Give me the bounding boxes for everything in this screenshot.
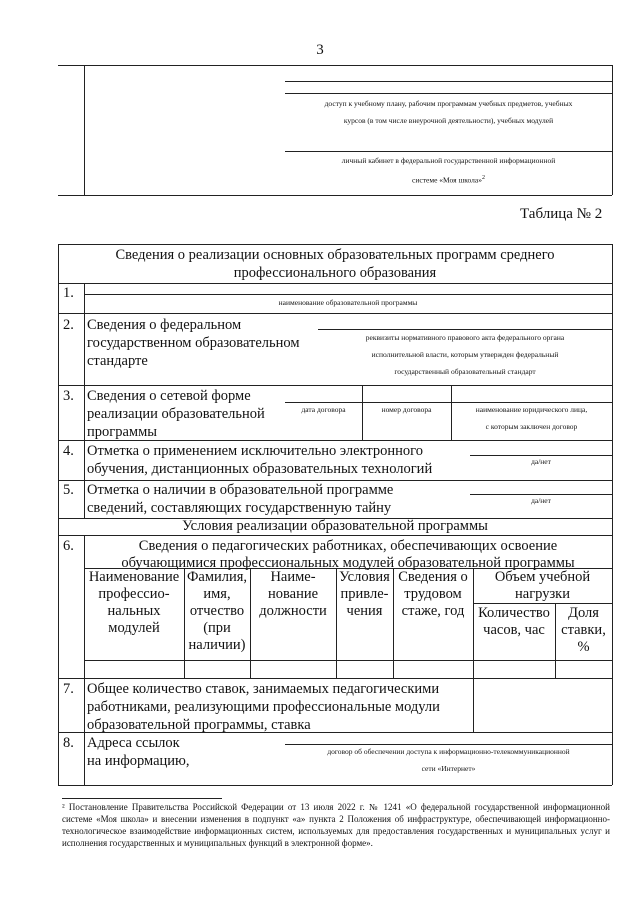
col-header-text: часов, час [483,622,545,638]
col-conditions [336,569,393,620]
row-label: стандарте [87,353,148,369]
col-header-text: трудовом [404,586,462,602]
col-header-text: нальных [107,603,161,619]
col-header-text: ставки, [561,622,606,638]
col-header-text: чения [346,603,383,619]
entity-caption: с которым заключен договор [485,422,578,431]
internet-caption: сети «Интернет» [421,764,476,773]
row-label: реализации образовательной [87,406,265,422]
cabinet-caption-2: системе «Моя школа»$^2$ [412,175,485,185]
row-label: Отметка о применением исключительно электронного [87,443,424,459]
col-header-text: нование [267,586,319,602]
access-caption-2: курсов (в том числе внеурочной деятельности), учебных модулей [343,116,554,125]
col-header-text: наличии) [188,637,246,653]
col-position [250,569,336,620]
col-header-text: Наименование [88,569,180,585]
entity-caption: наименование юридического лица, [475,405,588,414]
row-label: государственном образовательном [87,335,300,351]
footnote: ² Постановление Правительства Российской Федерации от 13 июля 2022 г. № 1241 «О федеральной государственной информационной системе «Моя школа» и внесении изменения в подпункт «а» пункта 2 Положения об инфраструктуре, обеспечивающей информационно-технологическое взаимодействие информационных систем, используемых для предоставления государственных и муниципальных услуг и исполнения государственных и муниципальных функций в электронной форме». [62,802,610,848]
row-label: работниками, реализующими профессиональные модули [87,699,440,715]
col-header-text: Количество [478,605,550,621]
col-header-text: нагрузки [515,586,570,602]
col-header-text: Доля [568,605,599,621]
program-name-caption: наименование образовательной программы [278,298,418,307]
internet-caption: договор об обеспечении доступа к информационно-телекоммуникационной [327,747,570,756]
row-label: образовательной программы, ставка [87,717,311,733]
row-number: 5. [63,482,74,498]
col-header-text: отчество [189,603,245,619]
table-label: Таблица № 2 [520,206,603,222]
section-heading: Условия реализации образовательной программы [182,518,488,534]
teachers-title: Сведения о педагогических работниках, обеспечивающих освоение [138,538,558,554]
col-header-text: (при [203,620,231,636]
row-number: 7. [63,681,74,697]
row-label: Адреса ссылок [87,735,180,751]
col-full-name [184,569,250,654]
table-title-2: профессионального образования [233,265,437,281]
col-rate [555,605,612,656]
row-label: программы [87,424,157,440]
col-header-text: Условия [339,569,390,585]
col-hours [473,605,555,639]
row-number: 4. [63,443,74,459]
col-module-name [84,569,184,637]
col-header-text: Фамилия, [186,569,248,585]
col-header-text: Наиме- [270,569,316,585]
table-title: Сведения о реализации основных образовательных программ среднего [115,247,555,263]
row-label: Сведения о федеральном [87,317,242,333]
row-number: 2. [63,317,74,333]
yes-no-caption: да/нет [531,496,551,505]
row-number: 1. [63,285,74,301]
teachers-title: обучающимися профессиональных модулей образовательной программы [121,555,575,571]
row-number: 3. [63,388,74,404]
col-header-text: профессио- [98,586,170,602]
access-caption: доступ к учебному плану, рабочим программам учебных предметов, учебных [324,99,573,108]
fgos-caption: реквизиты нормативного правового акта федерального органа [365,333,565,342]
row-label: обучения, дистанционных образовательных технологий [87,461,433,477]
row-label: сведений, составляющих государственную тайну [87,500,392,516]
col-header-text: Сведения о [398,569,468,585]
col-header-text: % [577,639,590,655]
col-load [473,569,612,603]
col-header-text: Объем учебной [494,569,591,585]
fgos-caption: исполнительной власти, которым утвержден федеральный [371,350,559,359]
row-label: Общее количество ставок, занимаемых педагогическими [87,681,440,697]
row-label: Отметка о наличии в образовательной программе [87,482,394,498]
yes-no-caption: да/нет [531,457,551,466]
row-number: 8. [63,735,74,751]
cabinet-caption: личный кабинет в федеральной государственной информационной [341,156,556,165]
row-label: на информацию, [87,753,190,769]
contract-date-caption: дата договора [301,405,346,414]
col-experience [393,569,473,620]
contract-number-caption: номер договора [381,405,432,414]
col-header-text: имя, [203,586,231,602]
col-header-text: стаже, год [401,603,465,619]
col-header-text: модулей [108,620,160,636]
col-header-text: привле- [340,586,389,602]
page-number: 3 [316,42,324,58]
row-number: 6. [63,538,74,554]
col-header-text: должности [259,603,327,619]
row-label: Сведения о сетевой форме [87,388,251,404]
fgos-caption: государственный образовательный стандарт [394,367,536,376]
